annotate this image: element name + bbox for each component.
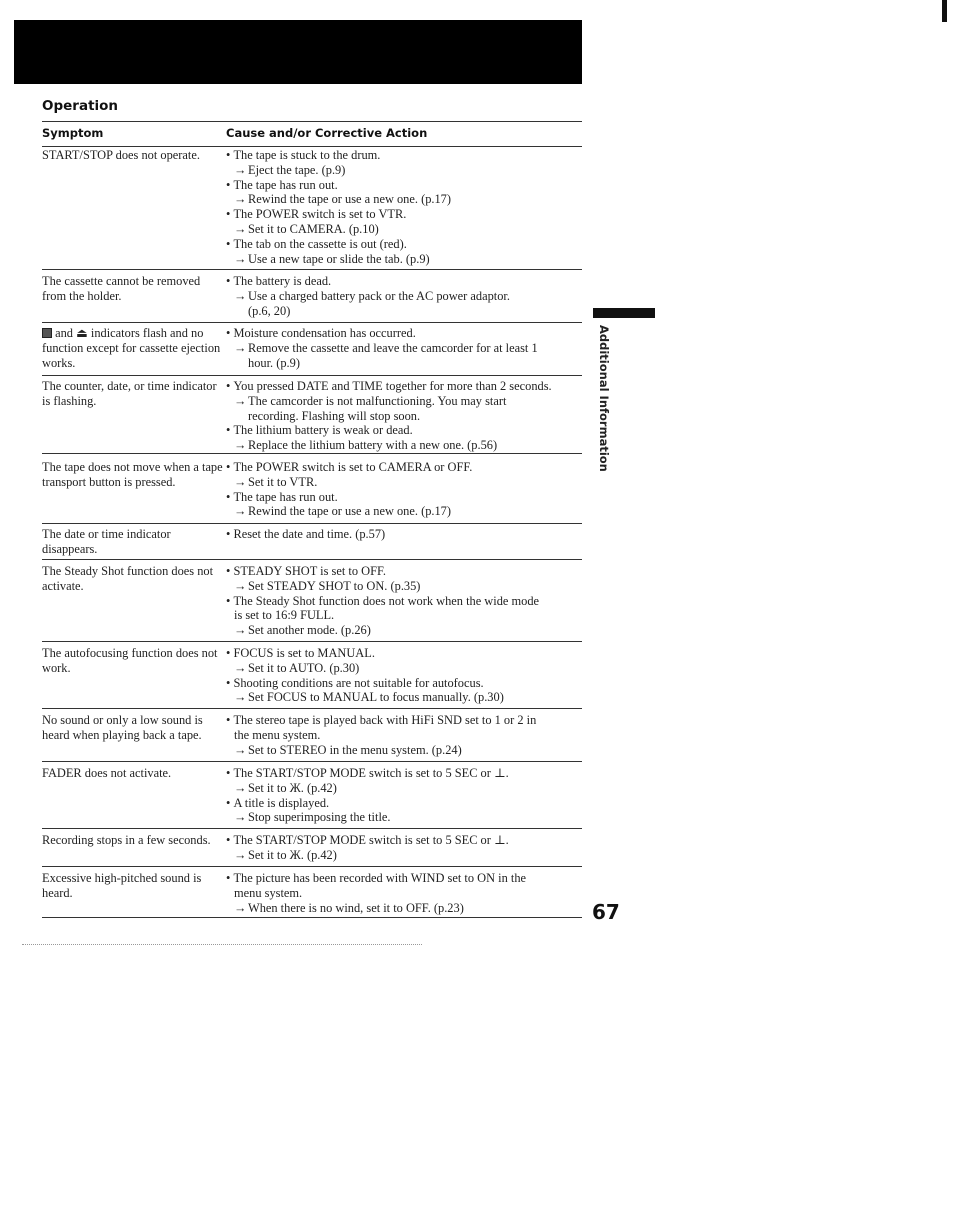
- arrow-right-icon: →: [234, 660, 247, 675]
- page-number: 67: [592, 900, 620, 924]
- cause-line: [226, 676, 582, 691]
- arrow-right-icon: →: [234, 810, 247, 825]
- line-text: The START/STOP MODE switch is set to 5 SEC or ⊥.: [233, 833, 509, 847]
- remedy-line: [226, 289, 582, 304]
- table-header: [42, 121, 582, 140]
- symptom-text: Excessive high-pitched sound is heard.: [42, 871, 202, 900]
- line-text: The camcorder is not malfunctioning. You may start: [248, 393, 507, 408]
- table-row: [42, 833, 582, 867]
- table-row: [42, 766, 582, 829]
- remedy-line: [226, 163, 582, 178]
- action-cell: [226, 564, 582, 638]
- remedy-line: [226, 901, 582, 916]
- symptom-cell: [42, 274, 224, 304]
- symptom-text: and ⏏ indicators flash and no function except for cassette ejection works.: [42, 326, 221, 370]
- header-rule: [42, 146, 582, 147]
- symptom-cell: [42, 646, 224, 676]
- remedy-line: [226, 810, 582, 825]
- line-text: Set FOCUS to MANUAL to focus manually. (p.30): [248, 690, 504, 705]
- symptom-text: The Steady Shot function does not activate.: [42, 564, 214, 593]
- remedy-line: [226, 341, 582, 356]
- line-text: hour. (p.9): [248, 355, 300, 370]
- table-row: [42, 379, 582, 454]
- arrow-right-icon: →: [234, 393, 247, 408]
- remedy-line: [226, 690, 582, 705]
- line-text: Eject the tape. (p.9): [248, 162, 346, 177]
- cause-line: [226, 527, 582, 542]
- line-text: FOCUS is set to MANUAL.: [233, 646, 375, 660]
- remedy-line: [226, 192, 582, 207]
- table-row: [42, 148, 582, 270]
- table-row: [42, 527, 582, 560]
- line-text: Remove the cassette and leave the camcorder for at least 1: [248, 340, 538, 355]
- cause-line: [226, 594, 582, 609]
- continuation-line: [226, 409, 582, 424]
- arrow-right-icon: →: [234, 474, 247, 489]
- symptom-cell: [42, 833, 224, 848]
- cause-line: [226, 148, 582, 163]
- remedy-line: [226, 504, 582, 519]
- line-text: recording. Flashing will stop soon.: [248, 408, 421, 423]
- symptom-cell: [42, 766, 224, 781]
- table-row: [42, 871, 582, 918]
- arrow-right-icon: →: [234, 340, 247, 355]
- remedy-line: [226, 848, 582, 863]
- sidebar-section-label: Additional Information: [597, 325, 611, 472]
- line-text: Shooting conditions are not suitable for autofocus.: [233, 675, 484, 690]
- symptom-text: The counter, date, or time indicator is flashing.: [42, 379, 217, 408]
- arrow-right-icon: →: [234, 288, 247, 303]
- action-cell: [226, 460, 582, 519]
- action-cell: [226, 326, 582, 370]
- remedy-line: [226, 252, 582, 267]
- cause-line: [226, 766, 582, 781]
- remedy-line: [226, 623, 582, 638]
- cause-line: [226, 713, 582, 728]
- cause-line: [226, 490, 582, 505]
- line-text: The START/STOP MODE switch is set to 5 SEC or ⊥.: [233, 766, 509, 780]
- line-text: Rewind the tape or use a new one. (p.17): [248, 192, 452, 207]
- table-row: [42, 274, 582, 323]
- header-bar: [14, 20, 582, 84]
- action-cell: [226, 833, 582, 863]
- symptom-column-header: Symptom: [42, 126, 104, 140]
- table-row: [42, 646, 582, 709]
- line-text: Rewind the tape or use a new one. (p.17): [248, 504, 452, 519]
- table-row: [42, 326, 582, 376]
- action-cell: [226, 646, 582, 705]
- remedy-line: [226, 781, 582, 796]
- cause-line: [226, 646, 582, 661]
- remedy-line: [226, 438, 582, 453]
- cause-line: [226, 237, 582, 252]
- symptom-text: START/STOP does not operate.: [42, 148, 200, 162]
- line-text: Set it to CAMERA. (p.10): [248, 221, 379, 236]
- action-column-header: Cause and/or Corrective Action: [226, 126, 428, 140]
- line-text: The Steady Shot function does not work when the wide mode: [233, 593, 540, 608]
- moisture-indicator-icon: [42, 328, 52, 338]
- arrow-right-icon: →: [234, 438, 247, 453]
- scan-artifact-line: [22, 944, 422, 945]
- symptom-text: The autofocusing function does not work.: [42, 646, 218, 675]
- remedy-line: [226, 475, 582, 490]
- line-text: The tape has run out.: [233, 489, 338, 504]
- line-text: Use a charged battery pack or the AC power adaptor.: [248, 288, 510, 303]
- cause-line: [226, 871, 582, 886]
- action-cell: [226, 274, 582, 318]
- line-text: Set STEADY SHOT to ON. (p.35): [248, 578, 421, 593]
- action-cell: [226, 379, 582, 453]
- line-text: Set to STEREO in the menu system. (p.24): [248, 742, 462, 757]
- continuation-line: [226, 608, 582, 623]
- symptom-cell: [42, 379, 224, 409]
- arrow-right-icon: →: [234, 742, 247, 757]
- line-text: menu system.: [234, 885, 303, 900]
- action-cell: [226, 148, 582, 266]
- line-text: Use a new tape or slide the tab. (p.9): [248, 251, 430, 266]
- corner-mark: [942, 0, 947, 22]
- table-row: [42, 713, 582, 762]
- line-text: The picture has been recorded with WIND set to ON in the: [233, 871, 527, 885]
- symptom-cell: [42, 527, 224, 557]
- symptom-cell: [42, 148, 224, 163]
- arrow-right-icon: →: [234, 900, 247, 915]
- arrow-right-icon: →: [234, 578, 247, 593]
- line-text: Set it to Ж. (p.42): [248, 780, 337, 795]
- symptom-text: The tape does not move when a tape transport button is pressed.: [42, 460, 223, 489]
- remedy-line: [226, 743, 582, 758]
- line-text: The tab on the cassette is out (red).: [233, 236, 407, 251]
- action-cell: [226, 766, 582, 825]
- symptom-text: The date or time indicator disappears.: [42, 527, 171, 556]
- line-text: You pressed DATE and TIME together for more than 2 seconds.: [233, 379, 552, 393]
- remedy-line: [226, 222, 582, 237]
- table-row: [42, 564, 582, 642]
- line-text: When there is no wind, set it to OFF. (p.23): [248, 900, 464, 915]
- remedy-line: [226, 661, 582, 676]
- section-title: Operation: [42, 98, 119, 114]
- cause-line: [226, 207, 582, 222]
- symptom-cell: [42, 460, 224, 490]
- line-text: STEADY SHOT is set to OFF.: [233, 564, 386, 578]
- continuation-line: [226, 728, 582, 743]
- line-text: the menu system.: [234, 727, 321, 742]
- arrow-right-icon: →: [234, 690, 247, 705]
- line-text: The POWER switch is set to VTR.: [233, 207, 407, 222]
- line-text: Moisture condensation has occurred.: [233, 326, 416, 340]
- continuation-line: [226, 886, 582, 901]
- table-row: [42, 460, 582, 524]
- line-text: The POWER switch is set to CAMERA or OFF.: [233, 460, 473, 474]
- symptom-cell: [42, 871, 224, 901]
- cause-line: [226, 326, 582, 341]
- line-text: The tape is stuck to the drum.: [233, 148, 381, 162]
- line-text: The lithium battery is weak or dead.: [233, 423, 413, 438]
- arrow-right-icon: →: [234, 847, 247, 862]
- symptom-text: The cassette cannot be removed from the holder.: [42, 274, 201, 303]
- arrow-right-icon: →: [234, 780, 247, 795]
- symptom-cell: [42, 564, 224, 594]
- arrow-right-icon: →: [234, 251, 247, 266]
- line-text: Set it to Ж. (p.42): [248, 847, 337, 862]
- arrow-right-icon: →: [234, 162, 247, 177]
- cause-line: [226, 379, 582, 394]
- line-text: Set it to AUTO. (p.30): [248, 660, 360, 675]
- line-text: (p.6, 20): [248, 303, 291, 318]
- action-cell: [226, 871, 582, 915]
- cause-line: [226, 796, 582, 811]
- line-text: Set another mode. (p.26): [248, 623, 371, 638]
- action-cell: [226, 527, 582, 542]
- cause-line: [226, 460, 582, 475]
- cause-line: [226, 423, 582, 438]
- cause-line: [226, 178, 582, 193]
- cause-line: [226, 564, 582, 579]
- arrow-right-icon: →: [234, 623, 247, 638]
- continuation-line: [226, 304, 582, 319]
- line-text: The battery is dead.: [233, 274, 332, 288]
- symptom-text: Recording stops in a few seconds.: [42, 833, 211, 847]
- remedy-line: [226, 579, 582, 594]
- symptom-cell: [42, 713, 224, 743]
- arrow-right-icon: →: [234, 221, 247, 236]
- line-text: Stop superimposing the title.: [248, 810, 391, 825]
- symptom-text: FADER does not activate.: [42, 766, 172, 780]
- symptom-cell: [42, 326, 224, 370]
- cause-line: [226, 274, 582, 289]
- line-text: Reset the date and time. (p.57): [233, 527, 386, 541]
- symptom-text: No sound or only a low sound is heard when playing back a tape.: [42, 713, 203, 742]
- arrow-right-icon: →: [234, 504, 247, 519]
- line-text: Set it to VTR.: [248, 474, 318, 489]
- remedy-line: [226, 394, 582, 409]
- arrow-right-icon: →: [234, 192, 247, 207]
- line-text: The tape has run out.: [233, 177, 338, 192]
- line-text: The stereo tape is played back with HiFi SND set to 1 or 2 in: [233, 713, 537, 727]
- line-text: A title is displayed.: [233, 795, 330, 810]
- line-text: Replace the lithium battery with a new one. (p.56): [248, 438, 498, 453]
- continuation-line: [226, 356, 582, 371]
- cause-line: [226, 833, 582, 848]
- section-tab-marker: [593, 308, 655, 318]
- action-cell: [226, 713, 582, 757]
- line-text: is set to 16:9 FULL.: [234, 608, 335, 623]
